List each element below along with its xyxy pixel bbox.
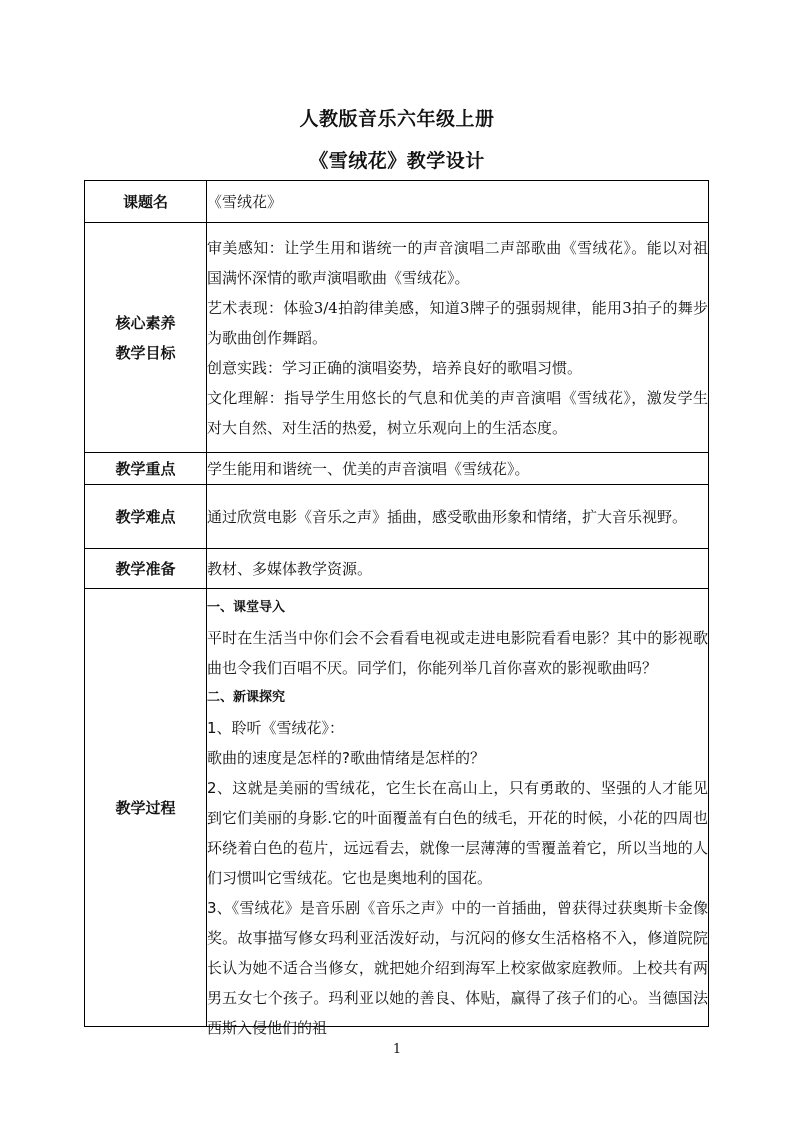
- preparation-label: 教学准备: [85, 549, 207, 589]
- difficulties-value: 通过欣赏电影《音乐之声》插曲，感受歌曲形象和情绪，扩大音乐视野。: [207, 485, 709, 549]
- goals-label: [85, 223, 207, 453]
- topic-label: 课题名: [85, 181, 207, 223]
- document-subtitle: 《雪绒花》教学设计: [309, 150, 485, 172]
- section-intro-heading: 一、课堂导入: [207, 600, 286, 615]
- goal-creative: 创意实践：学习正确的演唱姿势，培养良好的歌唱习惯。: [207, 358, 583, 377]
- section-intro-text: 平时在生活当中你们会不会看看电视或走进电影院看看电影？其中的影视歌曲也令我们百唱不厌。同学们，你能列举几首你喜欢的影视歌曲吗？: [207, 629, 708, 677]
- process-label: 教学过程: [85, 589, 207, 1027]
- topic-row: [85, 181, 709, 223]
- section-explore-heading: 二、新课探究: [207, 690, 286, 705]
- explore-item3-text: 3、《雪绒花》是音乐剧《音乐之声》中的一首插曲，曾获得过获奥斯卡金像奖。故事描写修女玛利亚活泼好动，与沉闷的修女生活格格不入，修道院院长认为她不适合当修女，就把她介绍到海军上校家做家庭教师。上校共有两男五女七个孩子。玛利亚以她的善良、体贴，赢得了孩子们的心。当德国法西斯入侵他们的祖: [207, 899, 708, 1037]
- goals-row: [85, 223, 709, 453]
- explore-item2-text: 2、这就是美丽的雪绒花，它生长在高山上，只有勇敢的、坚强的人才能见到它们美丽的身影.它的叶面覆盖有白色的绒毛，开花的时候，小花的四周也环绕着白色的苞片，远远看去，就像一层薄薄的雪覆盖着它，所以当地的人们习惯叫它雪绒花。它也是奥地利的国花。: [207, 779, 708, 887]
- explore-item1-text: 歌曲的速度是怎样的?歌曲情绪是怎样的？: [207, 749, 485, 767]
- explore-item1-title: 1、聆听《雪绒花》：: [207, 719, 345, 737]
- document-title: 人教版音乐六年级上册: [299, 108, 495, 130]
- key-points-value: 学生能用和谐统一、优美的声音演唱《雪绒花》。: [207, 453, 709, 485]
- topic-value: 《雪绒花》: [207, 181, 709, 223]
- goal-aesthetic: 审美感知：让学生用和谐统一的声音演唱二声部歌曲《雪绒花》。能以对祖国满怀深情的歌声演唱歌曲《雪绒花》。: [207, 238, 708, 287]
- process-content: [207, 589, 709, 1037]
- process-row: [85, 589, 709, 1027]
- goals-content: [207, 223, 709, 453]
- key-points-row: [85, 453, 709, 485]
- key-points-label: 教学重点: [85, 453, 207, 485]
- lesson-plan-table: [84, 180, 709, 1037]
- goal-cultural: 文化理解：指导学生用悠长的气息和优美的声音演唱《雪绒花》，激发学生对大自然、对生活的热爱，树立乐观向上的生活态度。: [207, 388, 708, 437]
- goals-label-line1: 核心素养: [115, 313, 176, 332]
- difficulties-row: [85, 485, 709, 549]
- page-number: 1: [392, 1042, 402, 1057]
- goals-label-line2: 教学目标: [115, 343, 176, 362]
- difficulties-label: 教学难点: [85, 485, 207, 549]
- goal-artistic: 艺术表现：体验3/4拍韵律美感，知道3牌子的强弱规律，能用3拍子的舞步为歌曲创作舞蹈。: [207, 298, 708, 347]
- preparation-value: 教材、多媒体教学资源。: [207, 549, 709, 589]
- preparation-row: [85, 549, 709, 589]
